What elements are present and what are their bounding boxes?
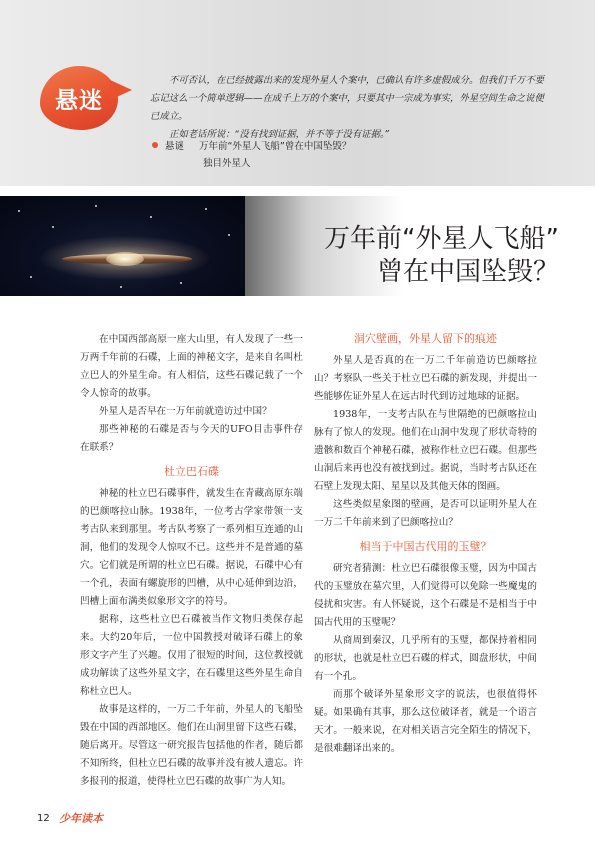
body-paragraph: 神秘的杜立巴石碟事件，就发生在青藏高原东端的巴颜喀拉山脉。1938年，一位考古学家带领一支考古队来到那里。考古队考察了一系列相互连通的山洞，他们的发现令人惊叹不已。这些并不是普通的墓穴。它们就是所谓的杜立巴石碟。据说，石碟中心有一个孔，表面有螺旋形的凹槽，从中心延伸到边沿，凹槽上面布满类似象形文字的符号。 bbox=[80, 488, 303, 607]
table-of-contents bbox=[152, 138, 512, 172]
body-paragraph: 故事是这样的，一万二千年前，外星人的飞船坠毁在中国的西部地区。他们在山洞里留下这些石碟，随后离开。尽管这一研究报告包括他的作者，随后都不知所终，但杜立巴石碟的故事并没有被人遗忘。许多报刊的报道，使得杜立巴石碟的故事广为人知。 bbox=[80, 704, 303, 787]
body-paragraph: 这些类似星象图的壁画，是否可以证明外星人在一万二千年前来到了巴颜喀拉山？ bbox=[314, 499, 537, 528]
body-paragraph: 外星人是否真的在一万二千年前造访巴颜喀拉山？考察队一些关于杜立巴石碟的新发现，并提出一些能够佐证外星人在远古时代到访过地球的证据。 bbox=[314, 355, 537, 402]
intro-paragraph: 不可否认，在已经披露出来的发现外星人个案中，已确认有许多虚假成分。但我们千万不要忘记这么一个简单逻辑——在成千上万的个案中，只要其中一宗成为事实，外星空间生命之说便已成立。 bbox=[150, 75, 545, 122]
body-paragraph: 从商周到秦汉，几乎所有的玉璧，都保持着相同的形状，也就是杜立巴石碟的样式，圆盘形状，中间有一个孔。 bbox=[314, 635, 537, 682]
toc-item-current[interactable]: 万年前“外星人飞船”曾在中国坠毁？ bbox=[199, 141, 352, 152]
toc-label: 悬谜 bbox=[165, 141, 185, 152]
galaxy-image bbox=[0, 196, 245, 296]
section-heading-jade-bi: 相当于中国古代用的玉璧？ bbox=[359, 540, 492, 553]
intro-text bbox=[150, 72, 552, 144]
publication-logo: 少年读本 bbox=[59, 812, 103, 825]
lead-question: 外星人是否早在一万年前就造访过中国？ bbox=[99, 406, 272, 417]
body-paragraph: 据称，这些杜立巴石碟被当作文物归类保存起来。大约20年后，一位中国教授对破译石碟上的象形文字产生了兴趣。仅用了很短的时间，这位教授就成功解读了这些外星文字，在石碟里这些外星生命自称杜立巴人。 bbox=[80, 614, 303, 697]
section-badge: 悬迷 bbox=[40, 66, 118, 130]
body-paragraph: 研究者猜测：杜立巴石碟很像玉璧，因为中国古代的玉璧放在墓穴里，人们觉得可以免除一些魔鬼的侵扰和灾害。有人怀疑说，这个石碟是不是相当于中国古代用的玉璧呢？ bbox=[314, 563, 537, 628]
title-line-2: 曾在中国坠毁？ bbox=[376, 257, 559, 287]
page-number: 12 bbox=[37, 813, 50, 824]
bullet-icon bbox=[152, 142, 158, 148]
lead-question: 那些神秘的石碟是否与今天的UFO目击事件存在联系？ bbox=[80, 424, 303, 453]
lead-paragraph: 在中国西部高原一座大山里，有人发现了一些一万两千年前的石碟，上面的神秘文字，是来自名叫杜立巴人的外星生命。有人相信，这些石碟记载了一个令人惊奇的故事。 bbox=[80, 334, 303, 399]
title-line-1: 万年前“外星人飞船” bbox=[324, 224, 559, 254]
intro-quote: 正如老话所说：“没有找到证据，并不等于没有证据。” bbox=[169, 129, 390, 140]
right-column bbox=[314, 331, 537, 758]
section-heading-cave-murals: 洞穴壁画，外星人留下的痕迹 bbox=[354, 332, 497, 345]
toc-row bbox=[152, 138, 512, 155]
badge-pointer bbox=[110, 80, 132, 100]
body-paragraph: 而那个破译外星象形文字的说法，也很值得怀疑。如果确有其事，那么这位破译者，就是一个语言天才。一般来说，在对相关语言完全陌生的情况下，是很难翻译出来的。 bbox=[314, 689, 537, 754]
article-title bbox=[324, 223, 559, 289]
section-heading-dropa-stones: 杜立巴石碟 bbox=[164, 465, 219, 478]
body-paragraph: 1938年，一支考古队在与世隔绝的巴颜喀拉山脉有了惊人的发现。他们在山洞中发现了形状奇特的遗骸和数百个神秘石碟，被称作杜立巴石碟。但那些山洞后来再也没有被找到过。据说，当时考古队还在石壁上发现太阳、星星以及其他天体的图画。 bbox=[314, 409, 537, 492]
toc-item-next[interactable]: 独目外星人 bbox=[203, 158, 251, 169]
left-column bbox=[80, 331, 303, 791]
